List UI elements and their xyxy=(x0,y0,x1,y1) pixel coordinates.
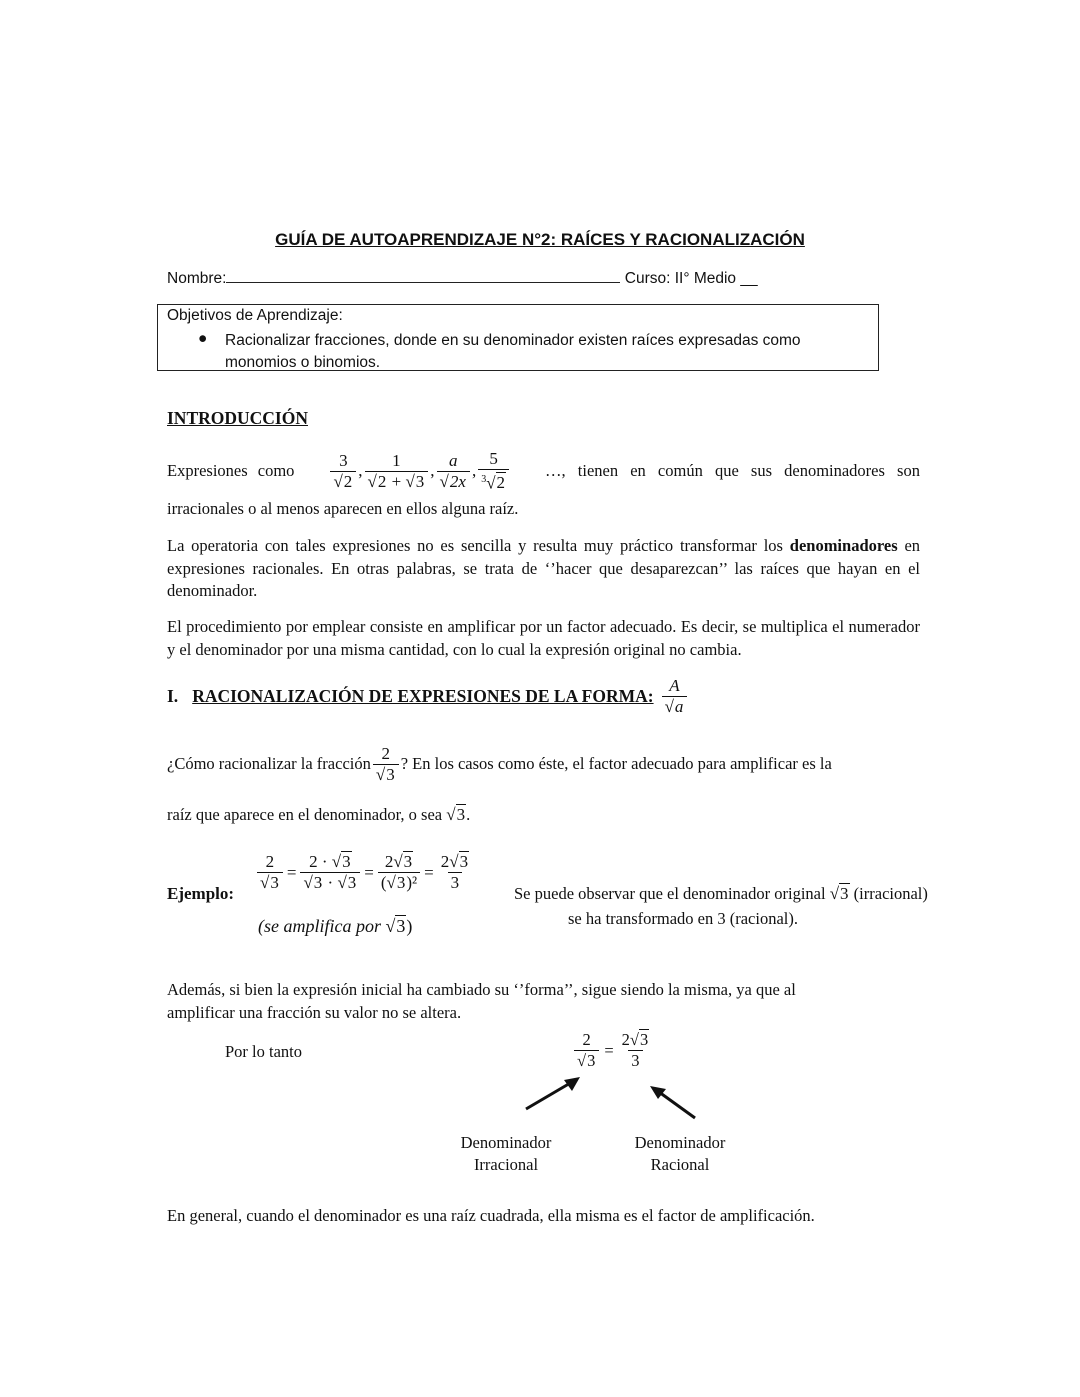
course-label: Curso: II° Medio xyxy=(624,270,737,287)
section-number: I. xyxy=(167,686,179,706)
intro-p2-part-a: La operatoria con tales expresiones no es sencilla y resulta muy práctico transformar los xyxy=(167,536,783,555)
fraction-1-over-sqrt2-plus-sqrt3: $\frac{1}{√2 + √3}$ xyxy=(365,451,429,492)
fraction-5-over-cuberoot2: $\frac{5}{^3√2}$ xyxy=(478,449,509,494)
example-equation: $\frac{2}{√3}$ = $\frac{2 \cdot √3}{√3 \cdot √3}$ = $\frac{2√3}{\text{(√3)²}}$ = $\frac{2√3}{3}$ xyxy=(255,852,474,893)
arrow-up-right-icon xyxy=(520,1076,600,1116)
objective-line-2: monomios o binomios. xyxy=(225,354,381,371)
fraction-2-over-sqrt3: $\frac{2}{√3}$ xyxy=(373,744,399,785)
ex-frac-4: $\frac{2√3}{3}$ xyxy=(440,852,469,892)
question-line-2: raíz que aparece en el denominador, o sea √3. xyxy=(167,805,471,824)
question-end: ? En los casos como éste, el factor adecuado para amplificar es la xyxy=(400,754,832,774)
por-lo-tanto: Por lo tanto xyxy=(225,1042,302,1061)
conclusion: En general, cuando el denominador es una raíz cuadrada, ella misma es el factor de amplificación. xyxy=(167,1206,815,1225)
fraction-3-over-sqrt2: $\frac{3}{√2}$ xyxy=(330,451,356,492)
label-rational-denominator: Denominador Racional xyxy=(634,1133,726,1174)
intro-p1-start: Expresiones como xyxy=(167,460,295,480)
result-frac-rational: $\frac{2√3}{3}$ xyxy=(621,1030,649,1070)
example-fractions: $\frac{3}{√2}$ , $\frac{1}{√2 + √3}$ , $\frac{a}{√2x}$ , $\frac{5}{^3√2}$ xyxy=(328,449,511,494)
amplify-note: (se amplifica por √3) xyxy=(258,916,413,936)
objective-line-1: Racionalizar fracciones, donde en su denominador existen raíces expresadas como xyxy=(225,332,801,349)
result-equation: $\frac{2}{√3}$ = $\frac{2√3}{3}$ xyxy=(572,1030,654,1071)
name-course-row xyxy=(167,270,758,288)
objectives-heading: Objetivos de Aprendizaje: xyxy=(167,307,343,324)
intro-p2-bold: denominadores xyxy=(789,536,898,555)
question-line-1 xyxy=(167,744,927,785)
intro-paragraph-3: El procedimiento por emplear consiste en amplificar por un factor adecuado. Es decir, se multiplica el numerador y el denominador por una misma cantidad, con lo cual la expresión original no cambia. xyxy=(167,617,920,659)
objective-item xyxy=(225,330,801,374)
intro-p1-end: …, tienen en común que sus denominadores son xyxy=(545,460,920,480)
ex-frac-2: $\frac{2 \cdot √3}{√3 \cdot √3}$ xyxy=(300,852,360,893)
observation-line-1: Se puede observar que el denominador original √3 (irracional) xyxy=(514,884,928,903)
intro-paragraph-1 xyxy=(167,446,920,521)
label-irrational-denominator: Denominador Irracional xyxy=(460,1133,552,1174)
question-start: ¿Cómo racionalizar la fracción xyxy=(167,754,371,774)
intro-heading: INTRODUCCIÓN xyxy=(167,408,308,428)
result-frac-irrational: $\frac{2}{√3}$ xyxy=(574,1030,599,1071)
example-label: Ejemplo: xyxy=(167,884,235,903)
bullet-icon: ● xyxy=(198,330,208,347)
ademas-paragraph: Además, si bien la expresión inicial ha cambiado su ‘’forma’’, sigue siendo la misma, ya que al amplificar una fracción su valor no se altera. xyxy=(167,980,796,1022)
intro-p1-line2: irracionales o al menos aparecen en ellos alguna raíz. xyxy=(167,499,519,518)
ex-frac-1: $\frac{2}{√3}$ xyxy=(257,852,283,893)
section-1-heading xyxy=(167,676,689,717)
fraction-a-over-sqrt2x: $\frac{a}{√2x}$ xyxy=(437,451,470,492)
ex-frac-3: $\frac{2√3}{\text{(√3)²}}$ xyxy=(378,852,420,893)
question-line2-text: raíz que aparece en el denominador, o sea xyxy=(167,805,443,824)
intro-p2-part-b: en expresiones racionales. En otras palabras, se trata de ‘’hacer que desaparezcan’’ las raíces que hayan en el denominador. xyxy=(167,536,921,600)
arrow-up-left-icon xyxy=(645,1082,705,1122)
page-title: GUÍA DE AUTOAPRENDIZAJE N°2: RAÍCES Y RACIONALIZACIÓN xyxy=(275,230,805,249)
section-heading-text: RACIONALIZACIÓN DE EXPRESIONES DE LA FORMA: xyxy=(192,686,654,706)
course-blank: __ xyxy=(740,270,758,287)
fraction-A-over-sqrt-a: $\frac{A}{√a}$ xyxy=(662,676,688,717)
intro-paragraph-2 xyxy=(167,535,920,603)
observation-line-2: se ha transformado en 3 (racional). xyxy=(568,909,798,928)
name-label: Nombre: xyxy=(167,270,227,287)
name-blank-field[interactable] xyxy=(226,282,620,283)
objectives-box xyxy=(157,304,879,371)
